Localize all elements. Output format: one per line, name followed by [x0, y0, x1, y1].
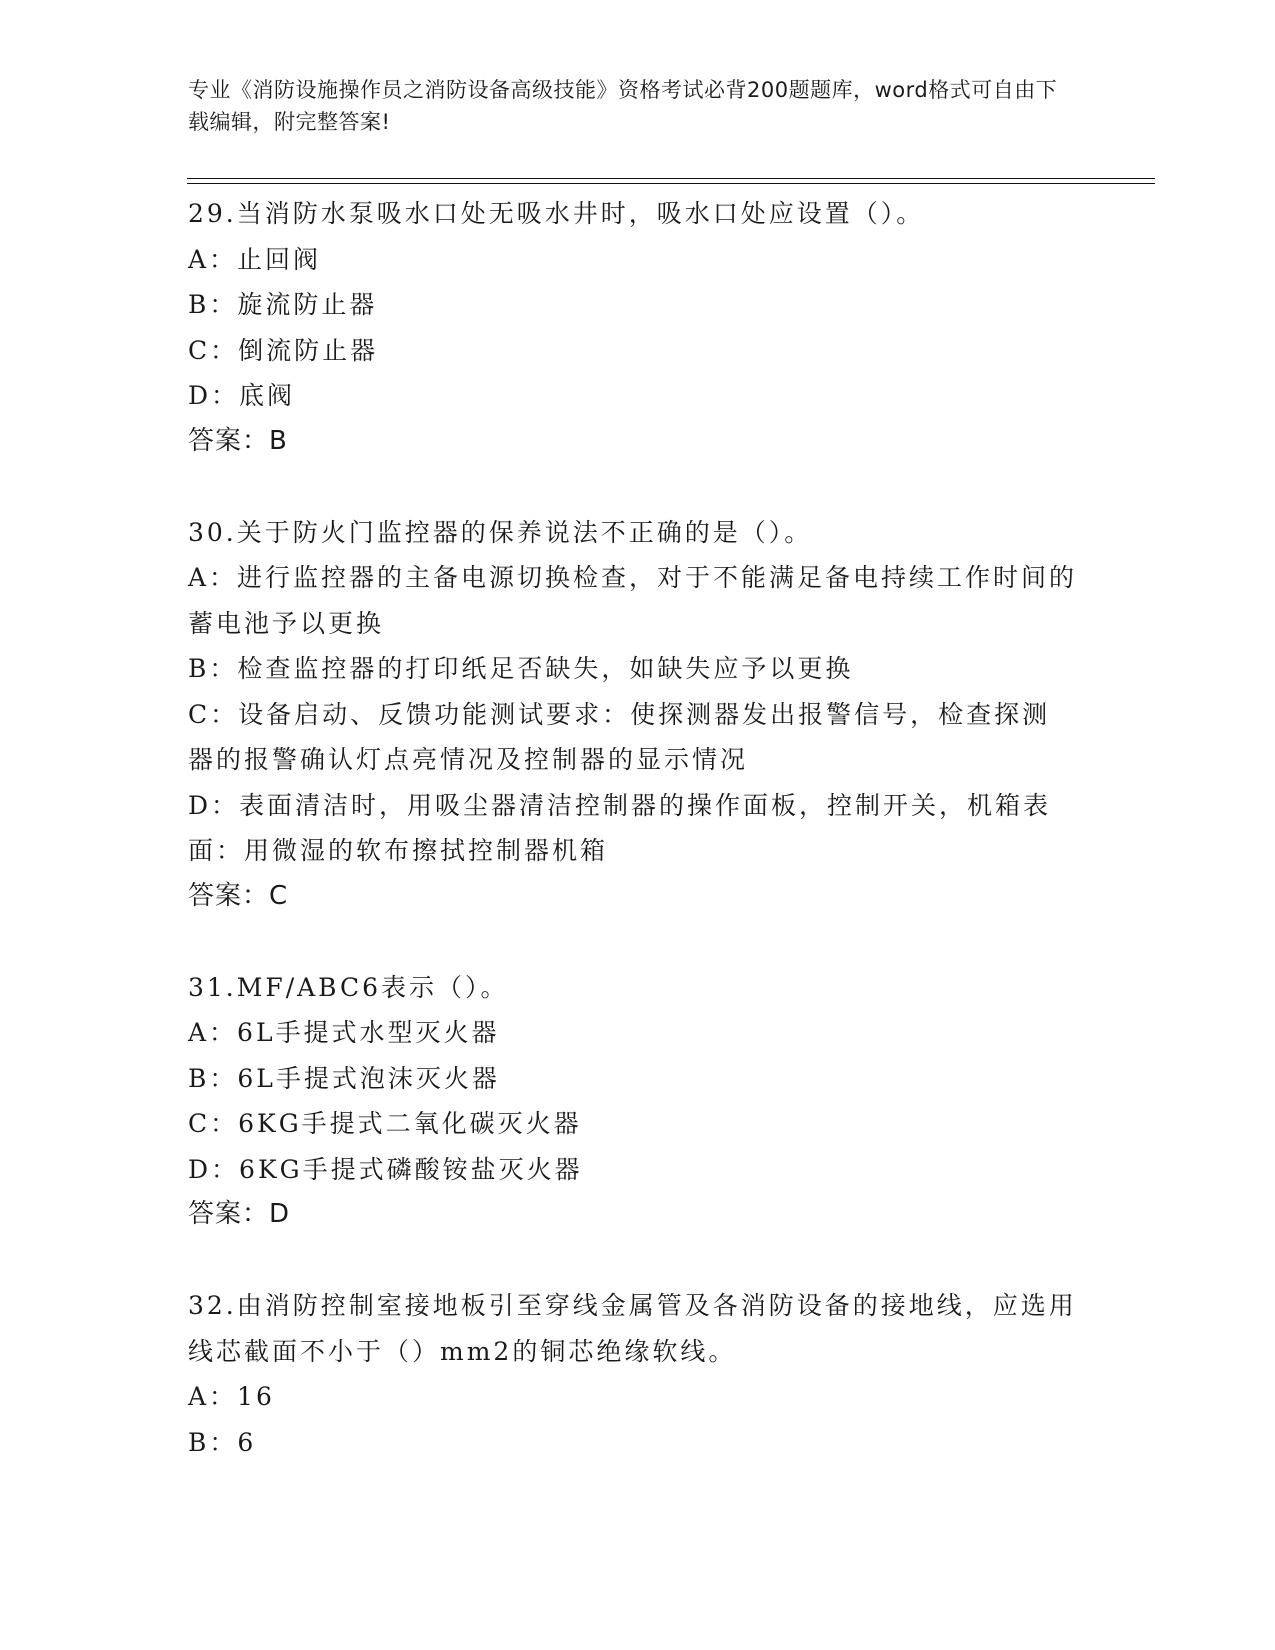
question-31	[188, 965, 1078, 1284]
option-a: A：16	[188, 1382, 275, 1411]
option-d: D：底阀	[188, 381, 296, 410]
option-c: C：设备启动、反馈功能测试要求：使探测器发出报警信号，检查探测器的报警确认灯点亮情况及控制器的显示情况	[188, 699, 1051, 774]
option-b: B：检查监控器的打印纸足否缺失，如缺失应予以更换	[188, 654, 854, 683]
option-d: D：表面清洁时，用吸尘器清洁控制器的操作面板，控制开关，机箱表面：用微湿的软布擦拭控制器机箱	[188, 790, 1052, 865]
question-stem: 30.关于防火门监控器的保养说法不正确的是（）。	[188, 517, 813, 547]
option-a: A：6L手提式水型灭火器	[188, 1018, 500, 1047]
option-a: A：进行监控器的主备电源切换检查，对于不能满足备电持续工作时间的蓄电池予以更换	[188, 563, 1078, 638]
option-c: C：倒流防止器	[188, 335, 379, 365]
question-29	[188, 191, 1078, 510]
question-stem: 32.由消防控制室接地板引至穿线金属管及各消防设备的接地线，应选用线芯截面不小于（）mm2的铜芯绝缘软线。	[188, 1291, 1077, 1366]
option-b: B：6L手提式泡沫灭火器	[188, 1063, 500, 1093]
question-30	[188, 510, 1078, 965]
question-list	[188, 191, 1078, 1465]
option-c: C：6KG手提式二氧化碳灭火器	[188, 1109, 582, 1138]
answer: 答案：D	[188, 1199, 291, 1229]
document-header: 专业《消防设施操作员之消防设备高级技能》资格考试必背200题题库，word格式可自由下载编辑，附完整答案!	[188, 78, 1058, 134]
question-stem: 31.MF/ABC6表示（）。	[188, 972, 509, 1002]
option-d: D：6KG手提式磷酸铵盐灭火器	[188, 1154, 583, 1184]
question-gap	[188, 919, 1078, 965]
question-gap	[188, 464, 1078, 510]
header-rule-top	[187, 178, 1155, 179]
option-b: B：旋流防止器	[188, 290, 378, 319]
option-a: A：止回阀	[188, 244, 322, 274]
answer: 答案：C	[188, 880, 289, 911]
answer: 答案：B	[188, 425, 288, 456]
option-b: B：6	[188, 1427, 257, 1457]
question-32	[188, 1283, 1078, 1465]
question-stem: 29.当消防水泵吸水口处无吸水井时，吸水口处应设置（）。	[188, 199, 925, 228]
question-gap	[188, 1238, 1078, 1284]
header-rule-bottom	[187, 183, 1155, 184]
